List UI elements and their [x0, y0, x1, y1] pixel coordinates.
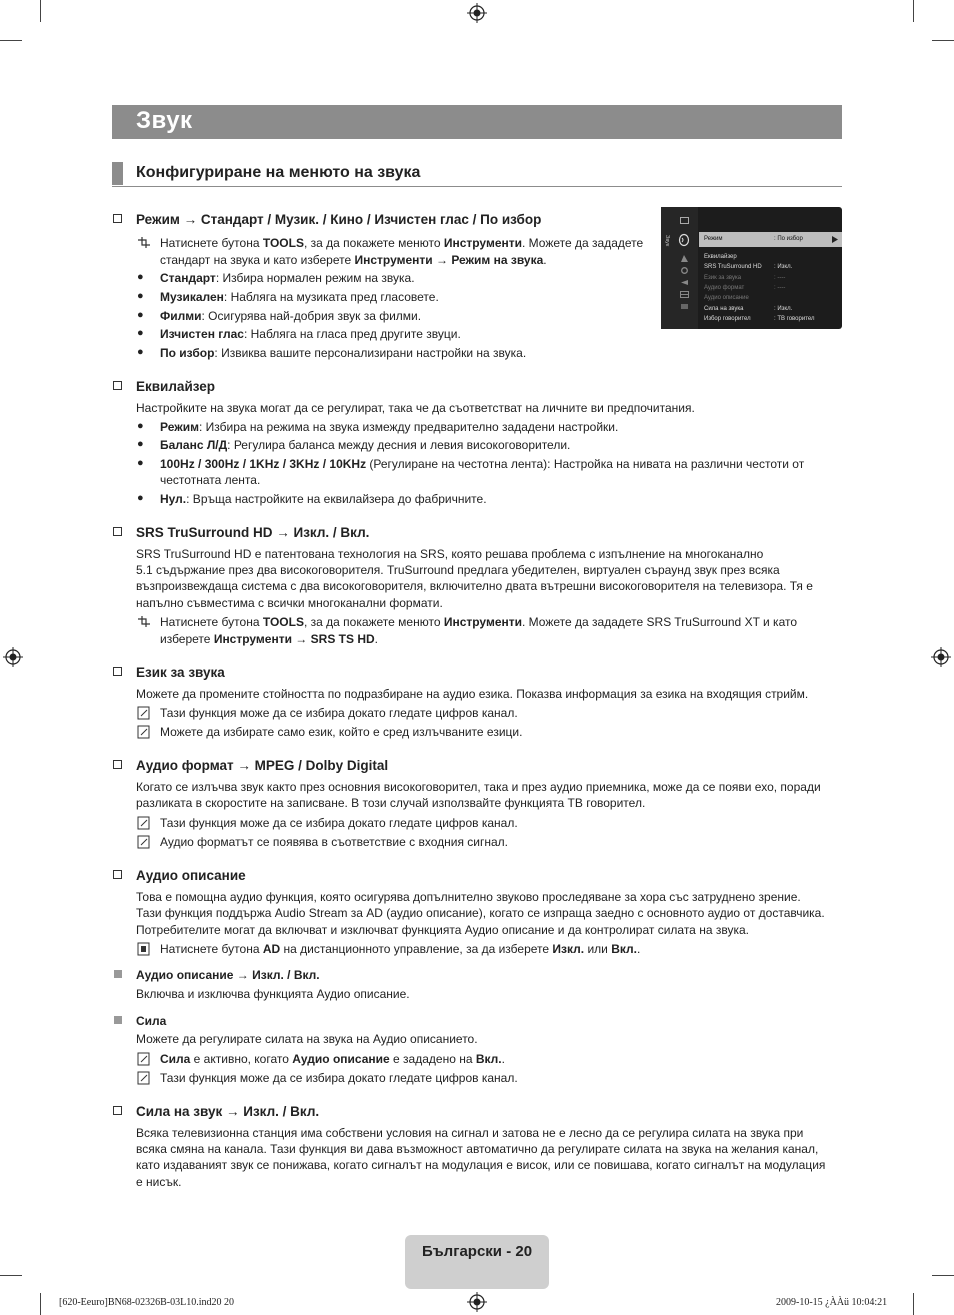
section-heading: Аудио формат → MPEG / Dolby Digital: [136, 758, 389, 773]
note-icon: [137, 816, 151, 830]
tv-menu-item[interactable]: Сила на звука: [704, 306, 744, 312]
paragraph: Когато се излъчва звук както през основния високоговорител, така и през аудио приемника, може да се появи ехо, поради: [136, 780, 821, 794]
crop-mark: [913, 0, 914, 22]
crop-mark: [40, 0, 41, 22]
registration-mark-icon: [467, 1292, 487, 1312]
note-text: Тази функция може да се избира докато гледате цифров канал.: [160, 816, 518, 830]
section-heading: Режим → Стандарт / Музик. / Кино / Изчистен глас / По избор: [136, 212, 542, 227]
tv-menu-item: Език за звука: [704, 275, 742, 281]
tv-menu-item-value: : Изкл.: [774, 264, 793, 270]
tv-menu-item: Аудио формат: [704, 285, 745, 291]
section-heading: Сила на звук → Изкл. / Вкл.: [136, 1104, 320, 1119]
paragraph: Можете да регулирате силата на звука на Аудио описанието.: [136, 1032, 478, 1046]
bullet-text: Нул.: Връща настройките на еквилайзера до фабричните.: [160, 492, 487, 506]
bullet-text: Стандарт: Избира нормален режим на звука.: [160, 271, 415, 285]
tools-icon: [137, 236, 151, 250]
page-title-bar: [112, 105, 842, 139]
crop-mark: [0, 1275, 22, 1276]
subheading: Сила: [136, 1014, 167, 1028]
bullet-text: Музикален: Набляга на музиката пред гласовете.: [160, 290, 439, 304]
print-slug-right: 2009-10-15 ¿ÀÀü 10:04:21: [776, 1297, 888, 1308]
checkbox-bullet: [113, 381, 122, 390]
square-bullet: [114, 1016, 122, 1024]
picture-icon: [680, 217, 689, 224]
note-icon: [137, 725, 151, 739]
paragraph: Тази функция поддържа Audio Stream за AD (аудио описание), когато се изпраща заедно с основното аудио от доставчика.: [136, 906, 825, 920]
checkbox-bullet: [113, 667, 122, 676]
section-marker: [112, 162, 123, 185]
input-icon: [680, 279, 689, 286]
tv-menu-side-label: Звук: [664, 235, 670, 247]
registration-mark-icon: [467, 3, 487, 23]
section-heading: Еквилайзер: [136, 379, 216, 394]
tools-icon: [137, 615, 151, 629]
note-text: Тази функция може да се избира докато гледате цифров канал.: [160, 1071, 518, 1085]
tv-menu-selected-label: Режим: [704, 236, 723, 242]
section-heading: Език за звука: [136, 665, 225, 680]
bullet-text: Режим: Избира на режима на звука измежду предварително зададени настройки.: [160, 420, 619, 434]
bullet-dot: ●: [137, 438, 144, 450]
note-icon: [137, 1071, 151, 1085]
tip-text: стандарт на звука и като изберете Инструменти → Режим на звука.: [160, 253, 547, 267]
bullet-text: Баланс Л/Д: Регулира баланса между десния и левия високоговорители.: [160, 438, 571, 452]
paragraph: Включва и изключва функцията Аудио описание.: [136, 987, 410, 1001]
checkbox-bullet: [113, 527, 122, 536]
paragraph: Това е помощна аудио функция, която осигурява допълнително звуково проследяване за хора със затруднено зрение.: [136, 890, 801, 904]
page-title: Звук: [136, 107, 193, 134]
checkbox-bullet: [113, 870, 122, 879]
note-icon: [137, 706, 151, 720]
bullet-dot: ●: [137, 271, 144, 283]
note-text: Аудио форматът се появява в съответствие с входния сигнал.: [160, 835, 508, 849]
tv-menu-item[interactable]: SRS TruSurround HD: [704, 264, 762, 270]
square-bullet: [114, 970, 122, 978]
remote-button-icon: [137, 942, 151, 956]
note-icon: [137, 835, 151, 849]
paragraph: възпроизвеждаща система с два високоговорителя, включително двата вътрешни високоговорителя на телевизора. Тя е: [136, 579, 813, 593]
note-icon: [137, 1052, 151, 1066]
checkbox-bullet: [113, 760, 122, 769]
tv-menu-screenshot: [661, 207, 842, 329]
crop-mark: [913, 1293, 914, 1315]
page-number: Български - 20: [421, 1243, 533, 1260]
paragraph: всяка смяна на канала. Тази функция ви дава възможност автоматично да регулирате силата на звука на желания канал,: [136, 1142, 819, 1156]
page-number-tab: [405, 1235, 549, 1289]
paragraph: напълно съвместима с всички многоканални формати.: [136, 596, 443, 610]
bullet-dot: ●: [137, 309, 144, 321]
paragraph: като издаваният звук се понижава, когато сигналът на модулация е висок, или се повишава, когато сигналът на модулация: [136, 1158, 826, 1172]
note-text: Можете да избирате само език, който е сред излъчваните езици.: [160, 725, 523, 739]
registration-mark-icon: [931, 647, 951, 667]
note-text: Тази функция може да се избира докато гледате цифров канал.: [160, 706, 518, 720]
tv-menu-item: Аудио описание: [704, 295, 749, 301]
paragraph: разликата в скоростите на записване. В този случай използвайте функцията ТВ говорител.: [136, 796, 646, 810]
bullet-text: честотната лента.: [160, 473, 261, 487]
paragraph: Настройките на звука могат да се регулират, така че да съответстват на личните ви предпочитания.: [136, 401, 695, 415]
tip-text: Натиснете бутона TOOLS, за да покажете менюто Инструменти. Можете да зададете SRS TruSurround XT и като: [160, 615, 798, 629]
application-icon: [680, 291, 689, 298]
support-icon: [680, 303, 689, 310]
subheading: Аудио описание → Изкл. / Вкл.: [136, 968, 320, 982]
tv-menu-item[interactable]: Избор говорител: [704, 316, 751, 322]
bullet-dot: ●: [137, 420, 144, 432]
registration-mark-icon: [3, 647, 23, 667]
paragraph: Потребителите могат да включват и изключват функцията Аудио описание и да контролират силата на звука.: [136, 923, 749, 937]
bullet-dot: ●: [137, 290, 144, 302]
bullet-text: По избор: Извиква вашите персонализирани настройки на звука.: [160, 346, 527, 360]
paragraph: Всяка телевизионна станция има собствени условия на сигнал и затова не е лесно да се регулира силата на звука при: [136, 1126, 804, 1140]
paragraph: SRS TruSurround HD е патентована технология на SRS, която решава проблема с изпълнение на многоканално: [136, 547, 764, 561]
tip-text: Натиснете бутона TOOLS, за да покажете менюто Инструменти. Можете да зададете: [160, 236, 644, 250]
crop-mark: [932, 40, 954, 41]
crop-mark: [40, 1293, 41, 1315]
channel-icon: [680, 255, 689, 262]
tip-text: Натиснете бутона AD на дистанционното управление, за да изберете Изкл. или Вкл..: [160, 942, 641, 956]
bullet-text: 100Hz / 300Hz / 1KHz / 3KHz / 10KHz (Регулиране на честотна лента): Настройка на нивата на различни честоти от: [160, 457, 805, 471]
paragraph: е нисък.: [136, 1175, 182, 1189]
tv-menu-item-value: : Изкл.: [774, 306, 793, 312]
checkbox-bullet: [113, 1106, 122, 1115]
tv-menu-item-value: : ----: [774, 285, 786, 291]
section-heading: SRS TruSurround HD → Изкл. / Вкл.: [136, 525, 370, 540]
sound-icon: [678, 233, 690, 247]
bullet-dot: ●: [137, 346, 144, 358]
bullet-dot: ●: [137, 457, 144, 469]
tv-menu-selected-value: : По избор: [774, 236, 803, 242]
print-slug-left: [620-Eeuro]BN68-02326B-03L10.ind20 20: [59, 1297, 234, 1308]
bullet-dot: ●: [137, 327, 144, 339]
bullet-dot: ●: [137, 492, 144, 504]
tv-menu-item-value: : ТВ говорител: [774, 316, 815, 322]
tv-menu-item-value: : ----: [774, 275, 786, 281]
bullet-text: Изчистен глас: Набляга на гласа пред другите звуци.: [160, 327, 461, 341]
setup-icon: [680, 267, 689, 274]
tv-menu-item[interactable]: Еквилайзер: [704, 254, 737, 260]
paragraph: 5.1 съдържание през два високоговорителя. TruSurround предлага убедителен, виртуален съраунд звук през всяка: [136, 563, 780, 577]
paragraph: Можете да промените стойността по подразбиране на аудио езика. Показва информация за езика на входящия стрийм.: [136, 687, 809, 701]
crop-mark: [0, 40, 22, 41]
arrow-right-icon: [832, 236, 838, 243]
crop-mark: [932, 1275, 954, 1276]
note-text: Сила е активно, когато Аудио описание е зададено на Вкл..: [160, 1052, 505, 1066]
checkbox-bullet: [113, 214, 122, 223]
section-heading: Аудио описание: [136, 868, 246, 883]
tip-text: изберете Инструменти → SRS TS HD.: [160, 632, 378, 646]
section-title: Конфигуриране на менюто на звука: [136, 164, 421, 181]
bullet-text: Филми: Осигурява най-добрия звук за филми.: [160, 309, 422, 323]
section-header: [112, 162, 842, 187]
